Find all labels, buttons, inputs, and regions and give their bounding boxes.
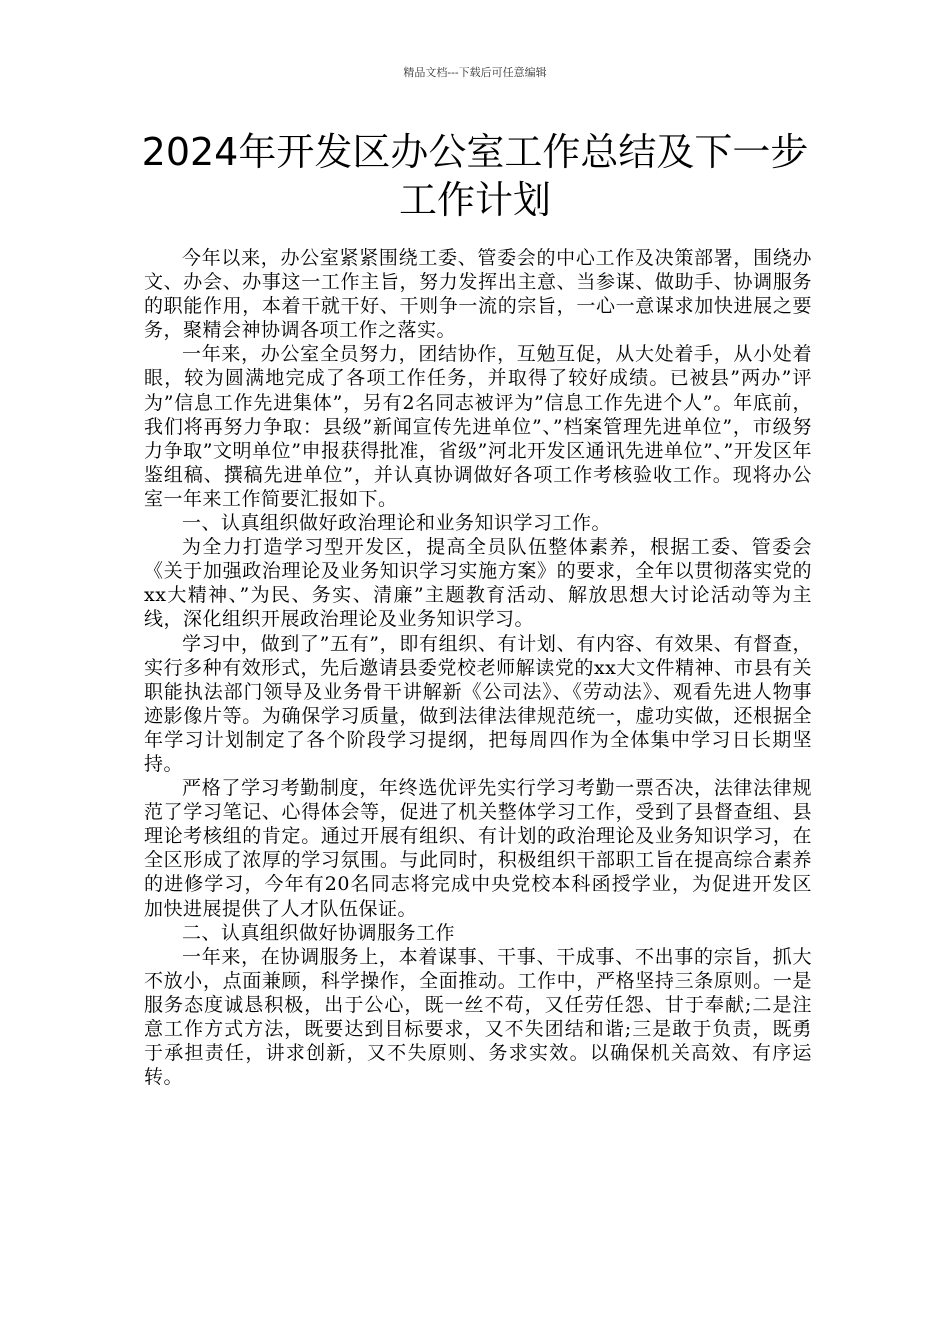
paragraph-summary: 一年来，办公室全员努力，团结协作，互勉互促，从大处着手，从小处着眼，较为圆满地完成了各项工作任务，并取得了较好成绩。已被县”两办”评为”信息工作先进集体”，另有2名同志被评为”信息工作先进个人”。年底前，我们将再努力争取：县级”新闻宣传先进单位”、”档案管理先进单位”，市级努力争取”文明单位”申报获得批准，省级”河北开发区通讯先进单位”、”开发区年鉴组稿、撰稿先进单位”，并认真协调做好各项工作考核验收工作。现将办公室一年来工作简要汇报如下。 [144, 343, 812, 510]
paragraph-study-plan: 为全力打造学习型开发区，提高全员队伍整体素养，根据工委、管委会《关于加强政治理论及业务知识学习实施方案》的要求，全年以贯彻落实党的xx大精神、”为民、务实、清廉”主题教育活动、解放思想大讨论活动等为主线，深化组织开展政治理论及业务知识学习。 [144, 536, 812, 631]
paragraph-intro: 今年以来，办公室紧紧围绕工委、管委会的中心工作及决策部署，围绕办文、办会、办事这一工作主旨，努力发挥出主意、当参谋、做助手、协调服务的职能作用，本着干就干好、干则争一流的宗旨，一心一意谋求加快进展之要务，聚精会神协调各项工作之落实。 [144, 247, 812, 342]
page-header: 精品文档---下载后可任意编辑 [403, 66, 547, 79]
document-body [144, 246, 812, 1089]
section-heading-2: 二、认真组织做好协调服务工作 [182, 921, 456, 944]
paragraph-study-methods: 学习中，做到了”五有”，即有组织、有计划、有内容、有效果、有督查，实行多种有效形式，先后邀请县委党校老师解读党的xx大文件精神、市县有关职能执法部门领导及业务骨干讲解新《公司法》、《劳动法》、观看先进人物事迹影像片等。为确保学习质量，做到法律法律规范统一，虚功实做，还根据全年学习计划制定了各个阶段学习提纲，把每周四作为全体集中学习日长期坚持。 [144, 632, 812, 775]
document-title-line-2: 工作计划 [398, 178, 551, 222]
document-title-line-1: 2024年开发区办公室工作总结及下一步 [141, 130, 809, 174]
paragraph-coordination: 一年来，在协调服务上，本着谋事、干事、干成事、不出事的宗旨，抓大不放小，点面兼顾，科学操作，全面推动。工作中，严格坚持三条原则。一是服务态度诚恳积极，出于公心，既一丝不苟，又任劳任怨、甘于奉献;二是注意工作方式方法，既要达到目标要求，又不失团结和谐;三是敢于负责，既勇于承担责任，讲求创新，又不失原则、务求实效。以确保机关高效、有序运转。 [144, 945, 812, 1089]
paragraph-study-attendance: 严格了学习考勤制度，年终选优评先实行学习考勤一票否决，法律法律规范了学习笔记、心得体会等，促进了机关整体学习工作，受到了县督查组、县理论考核组的肯定。通过开展有组织、有计划的政治理论及业务知识学习，在全区形成了浓厚的学习氛围。与此同时，积极组织干部职工旨在提高综合素养的进修学习，今年有20名同志将完成中央党校本科函授学业，为促进开发区加快进展提供了人才队伍保证。 [144, 777, 812, 920]
document-title [130, 128, 820, 224]
section-heading-1: 一、认真组织做好政治理论和业务知识学习工作。 [182, 512, 612, 535]
